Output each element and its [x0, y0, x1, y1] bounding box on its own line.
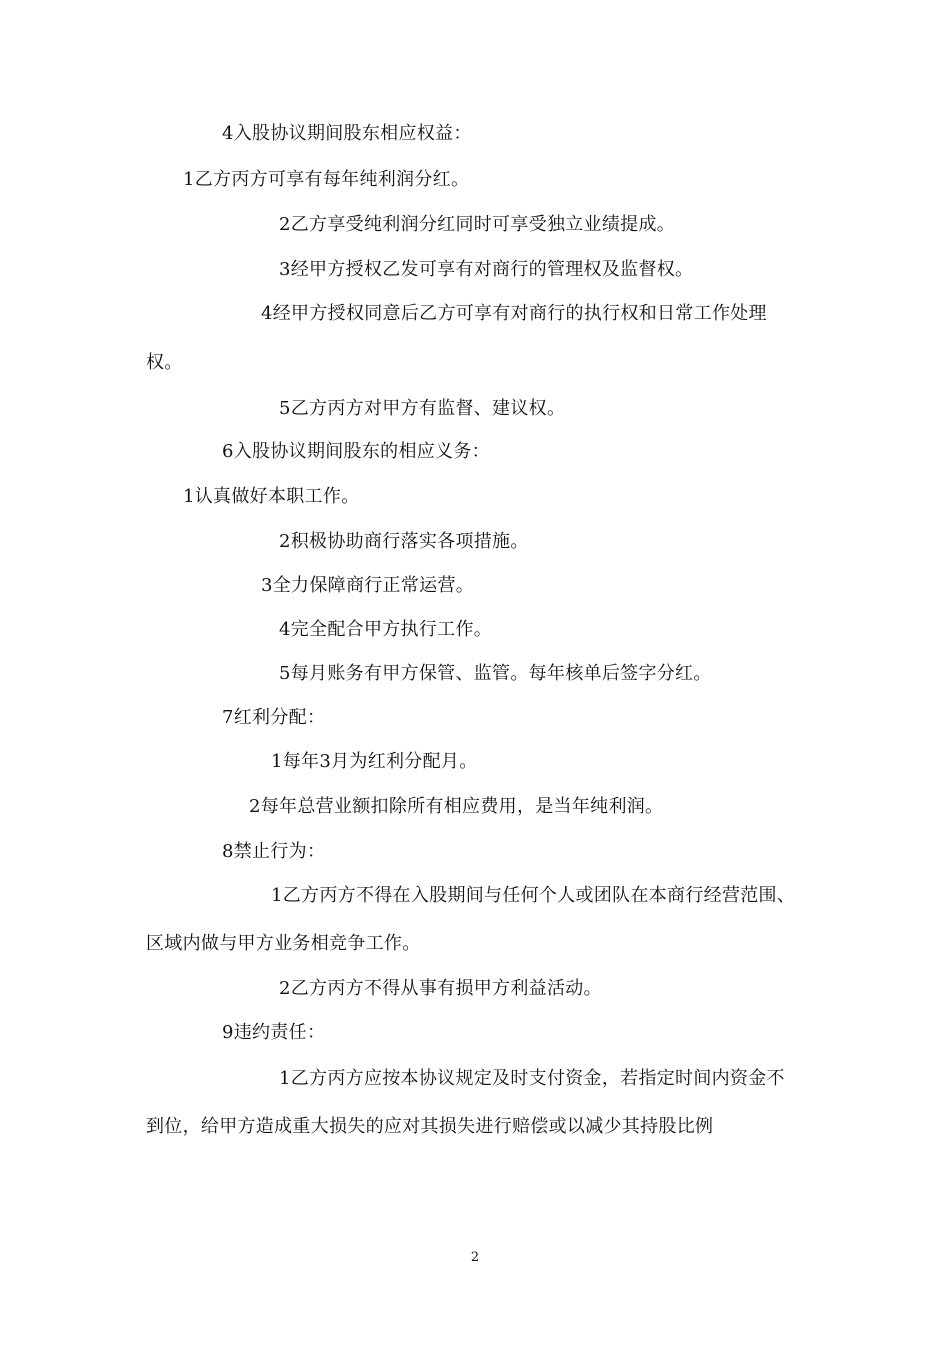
paragraph-line: 1乙方丙方可享有每年纯利润分红。: [183, 169, 470, 190]
paragraph-line: 1乙方丙方不得在入股期间与任何个人或团队在本商行经营范围、: [271, 885, 796, 906]
section-heading-dividend-distribution: 7红利分配：: [222, 707, 326, 728]
section-heading-shareholder-rights: 4入股协议期间股东相应权益：: [222, 123, 472, 144]
paragraph-line: 5每月账务有甲方保管、监管。每年核单后签字分红。: [279, 663, 712, 684]
section-heading-prohibited-acts: 8禁止行为：: [222, 841, 326, 862]
section-heading-liability-for-breach: 9违约责任：: [222, 1022, 326, 1043]
paragraph-line: 3全力保障商行正常运营。: [261, 575, 475, 596]
paragraph-line: 3经甲方授权乙发可享有对商行的管理权及监督权。: [279, 259, 694, 280]
paragraph-line: 1乙方丙方应按本协议规定及时支付资金，若指定时间内资金不: [279, 1068, 785, 1089]
paragraph-line: 4完全配合甲方执行工作。: [279, 619, 493, 640]
paragraph-line: 区域内做与甲方业务相竞争工作。: [146, 933, 421, 954]
paragraph-line: 1认真做好本职工作。: [183, 486, 360, 507]
paragraph-line: 4经甲方授权同意后乙方可享有对商行的执行权和日常工作处理: [261, 303, 767, 324]
paragraph-line: 到位，给甲方造成重大损失的应对其损失进行赔偿或以减少其持股比例: [146, 1116, 714, 1137]
paragraph-line: 5乙方丙方对甲方有监督、建议权。: [279, 398, 566, 419]
paragraph-line: 2积极协助商行落实各项措施。: [279, 531, 529, 552]
section-heading-shareholder-duties: 6入股协议期间股东的相应义务：: [222, 441, 490, 462]
paragraph-line: 1每年3月为红利分配月。: [271, 751, 478, 772]
paragraph-line: 2每年总营业额扣除所有相应费用，是当年纯利润。: [249, 796, 664, 817]
paragraph-line: 2乙方享受纯利润分红同时可享受独立业绩提成。: [279, 214, 676, 235]
paragraph-line: 2乙方丙方不得从事有损甲方利益活动。: [279, 978, 602, 999]
page-number: 2: [470, 1250, 480, 1265]
paragraph-line: 权。: [146, 352, 183, 373]
